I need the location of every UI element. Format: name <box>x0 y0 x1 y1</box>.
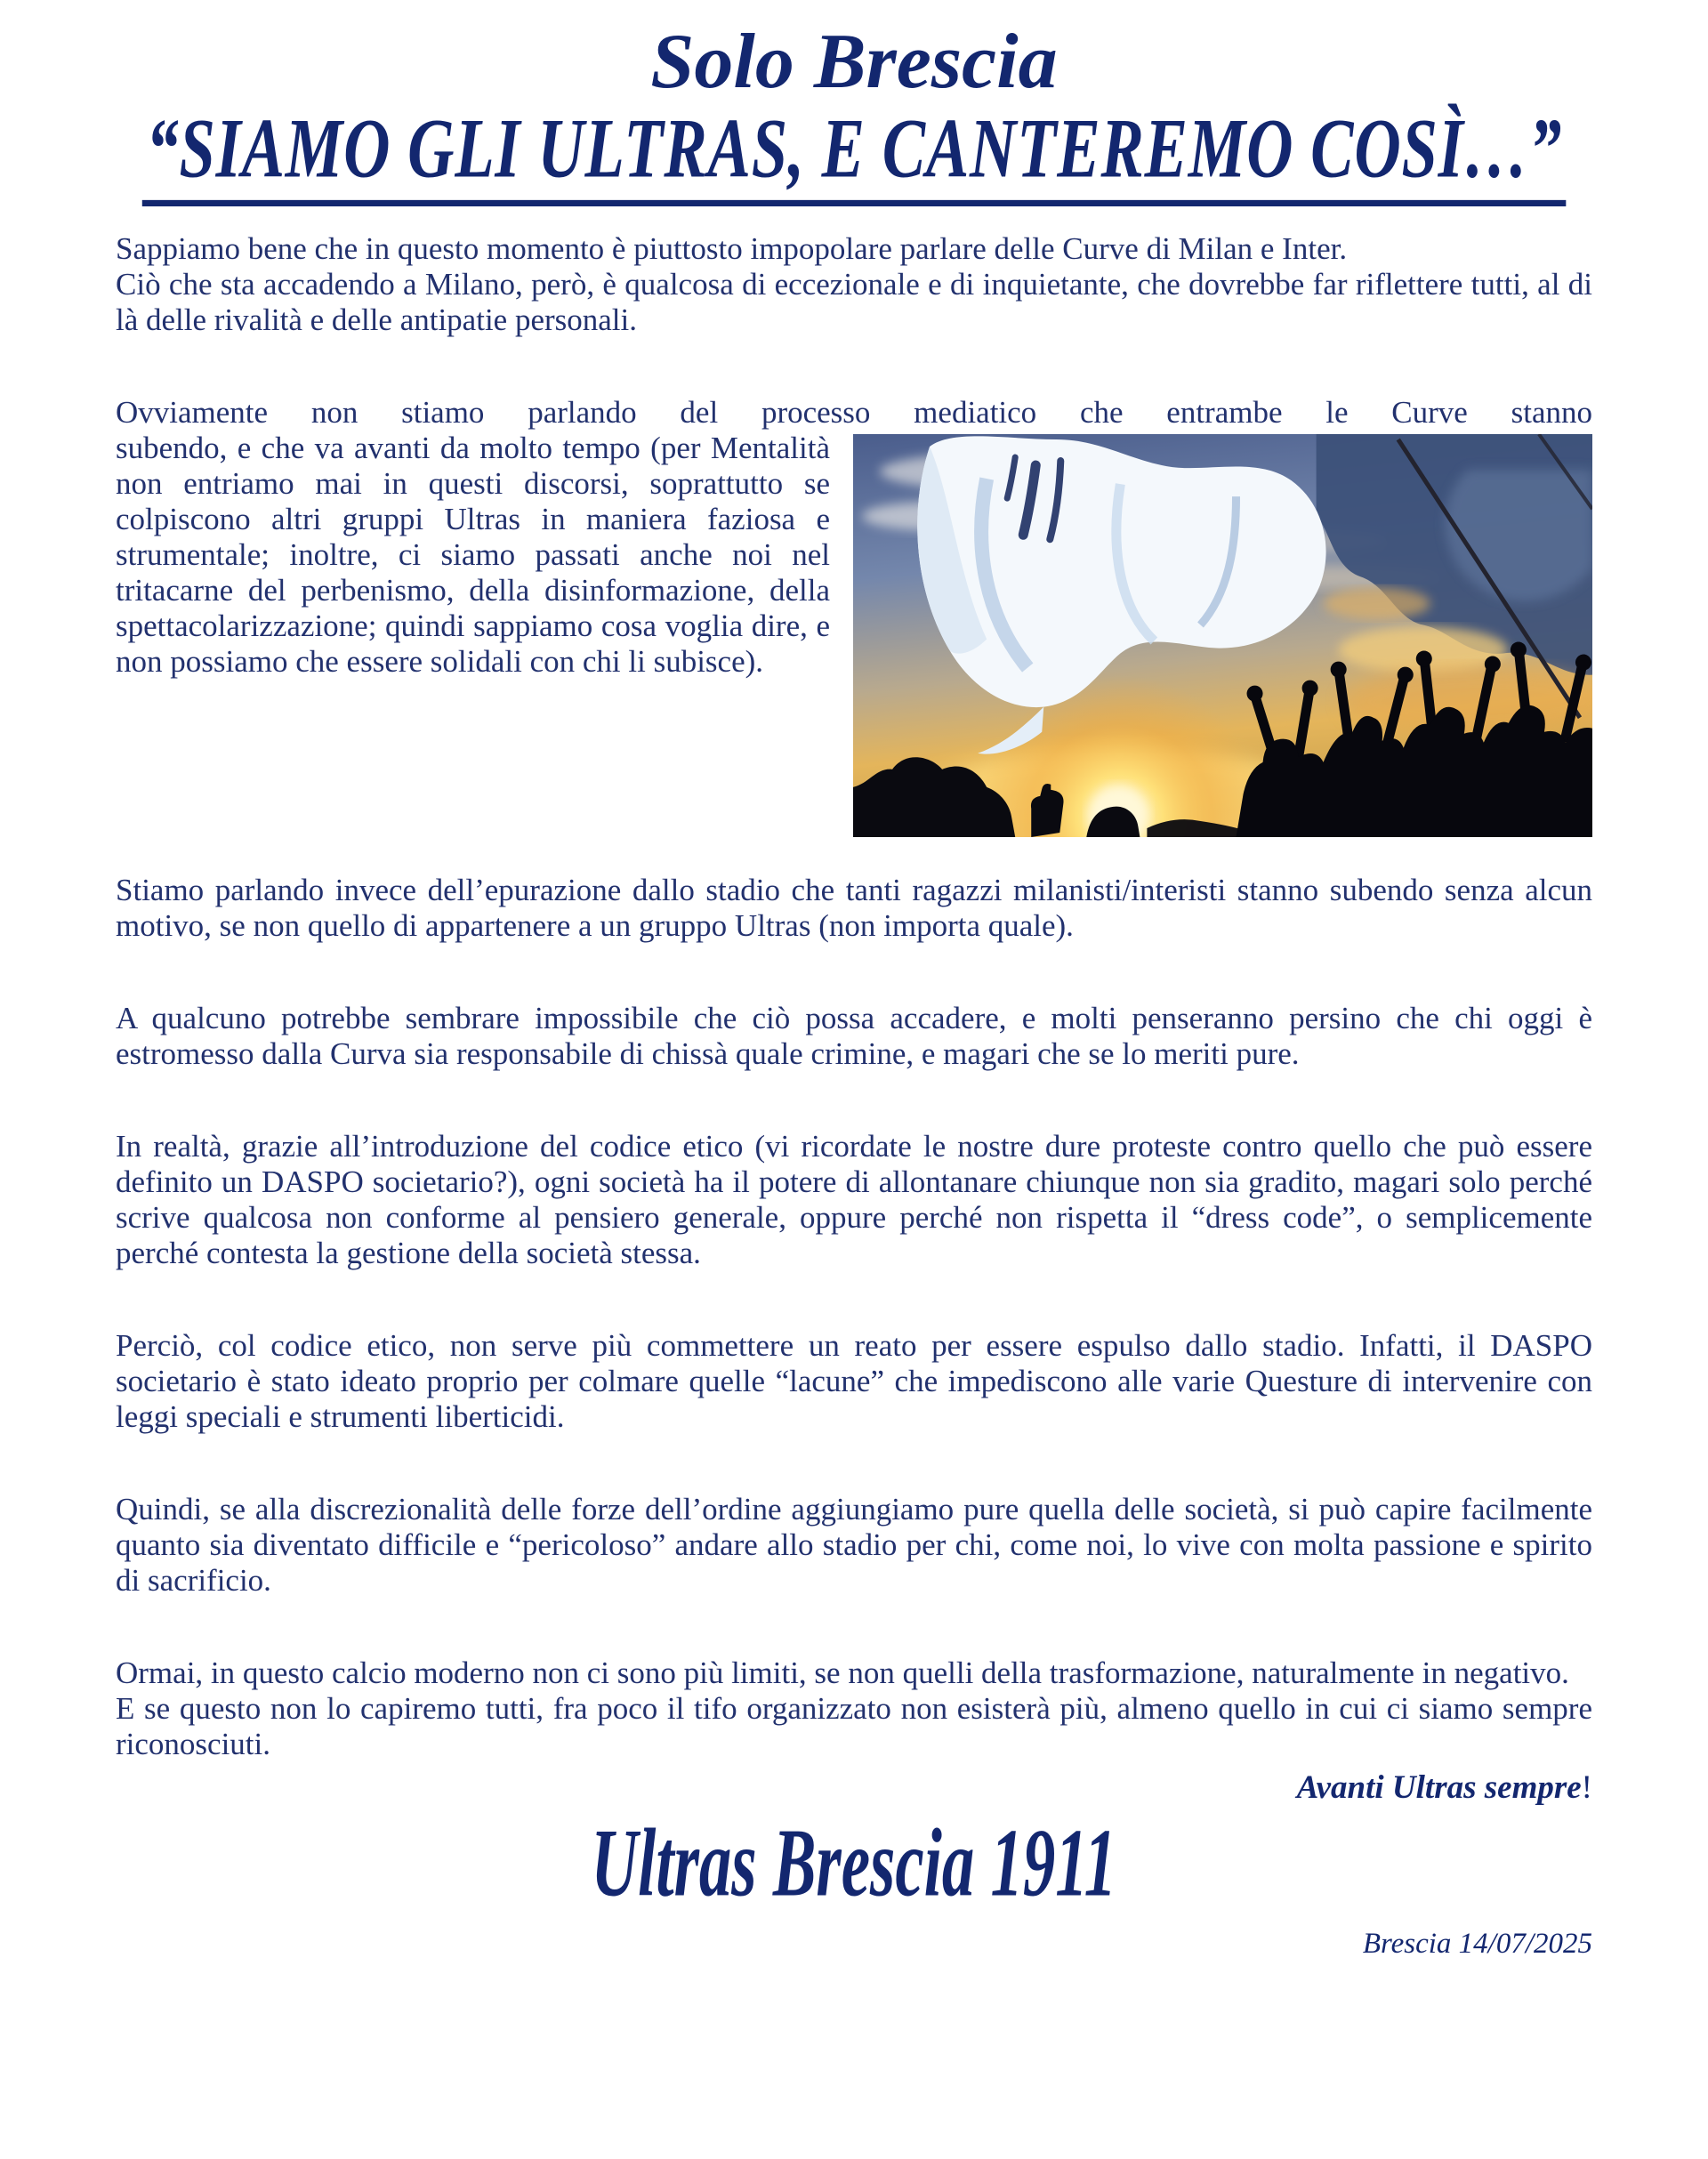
paragraph-1-line-b: Ciò che sta accadendo a Milano, però, è qualcosa di eccezionale e di inquietante, che dovrebbe far riflettere tutti, al di là delle rivalità e delle antipatie personali. <box>116 267 1592 337</box>
flag-sunset-crowd-photo <box>853 434 1592 837</box>
paragraph-2-with-photo <box>116 431 1592 680</box>
footer-title: Ultras Brescia 1911 <box>591 1809 1117 1917</box>
paragraph-3: Stiamo parlando invece dell’epurazione dallo stadio che tanti ragazzi milanisti/interisti stanno subendo senza alcun motivo, se non quello di appartenere a un gruppo Ultras (non importa quale). <box>116 873 1592 943</box>
paragraph-6: Perciò, col codice etico, non serve più commettere un reato per essere espulso dallo stadio. Infatti, il DASPO societario è stato ideato proprio per colmare quelle “lacune” che impediscono alle varie Questure di intervenire con leggi speciali e strumenti liberticidi. <box>116 1328 1592 1434</box>
paragraph-5: In realtà, grazie all’introduzione del codice etico (vi ricordate le nostre dure proteste contro quello che può essere definito un DASPO societario?), ogni società ha il potere di allontanare chiunque non sia gradito, magari solo perché scrive qualcosa non conforme al pensiero generale, oppure perché non rispetta il “dress code”, o semplicemente perché contesta la gestione della società stessa. <box>116 1129 1592 1270</box>
page-subtitle: “SIAMO GLI ULTRAS, E CANTEREMO COSÌ…” <box>142 107 1567 206</box>
paragraph-8-line-a: Ormai, in questo calcio moderno non ci sono più limiti, se non quelli della trasformazione, naturalmente in negativo. <box>116 1656 1569 1690</box>
page-title: Solo Brescia <box>650 19 1058 105</box>
date-line: Brescia 14/07/2025 <box>1362 1927 1592 1960</box>
footer-title-row <box>116 1809 1592 1917</box>
closing-line <box>116 1769 1592 1807</box>
paragraph-8-line-b: E se questo non lo capiremo tutti, fra poco il tifo organizzato non esisterà più, almeno quello in cui ci siamo sempre riconosciuti. <box>116 1691 1592 1761</box>
paragraph-1-line-a: Sappiamo bene che in questo momento è piuttosto impopolare parlare delle Curve di Milan e Inter. <box>116 231 1348 266</box>
document-page <box>0 19 1708 2159</box>
paragraph-2-first-line: Ovviamente non stiamo parlando del processo mediatico che entrambe le Curve stanno <box>116 395 1592 430</box>
closing-text: Avanti Ultras sempre <box>1296 1769 1582 1806</box>
closing-exclamation: ! <box>1581 1769 1592 1806</box>
document-content <box>0 19 1708 1961</box>
paragraph-4: A qualcuno potrebbe sembrare impossibile che ciò possa accadere, e molti penseranno persino che chi oggi è estromesso dalla Curva sia responsabile di chissà quale crimine, e magari che se lo meriti pure. <box>116 1001 1592 1071</box>
document-body <box>116 231 1592 1762</box>
paragraph-2-rest: subendo, e che va avanti da molto tempo (per Mentalità non entriamo mai in questi discorsi, soprattutto se colpiscono altri gruppi Ultras in maniera faziosa e strumentale; inoltre, ci siamo passati anche noi nel tritacarne del perbenismo, della disinformazione, della spettacolarizzazione; quindi sappiamo cosa voglia dire, e non possiamo che essere solidali con chi li subisce). <box>116 431 830 679</box>
page-subtitle-row <box>116 101 1592 206</box>
paragraph-7: Quindi, se alla discrezionalità delle forze dell’ordine aggiungiamo pure quella delle società, si può capire facilmente quanto sia diventato difficile e “pericoloso” andare allo stadio per chi, come noi, lo vive con molta passione e spirito di sacrificio. <box>116 1492 1592 1598</box>
